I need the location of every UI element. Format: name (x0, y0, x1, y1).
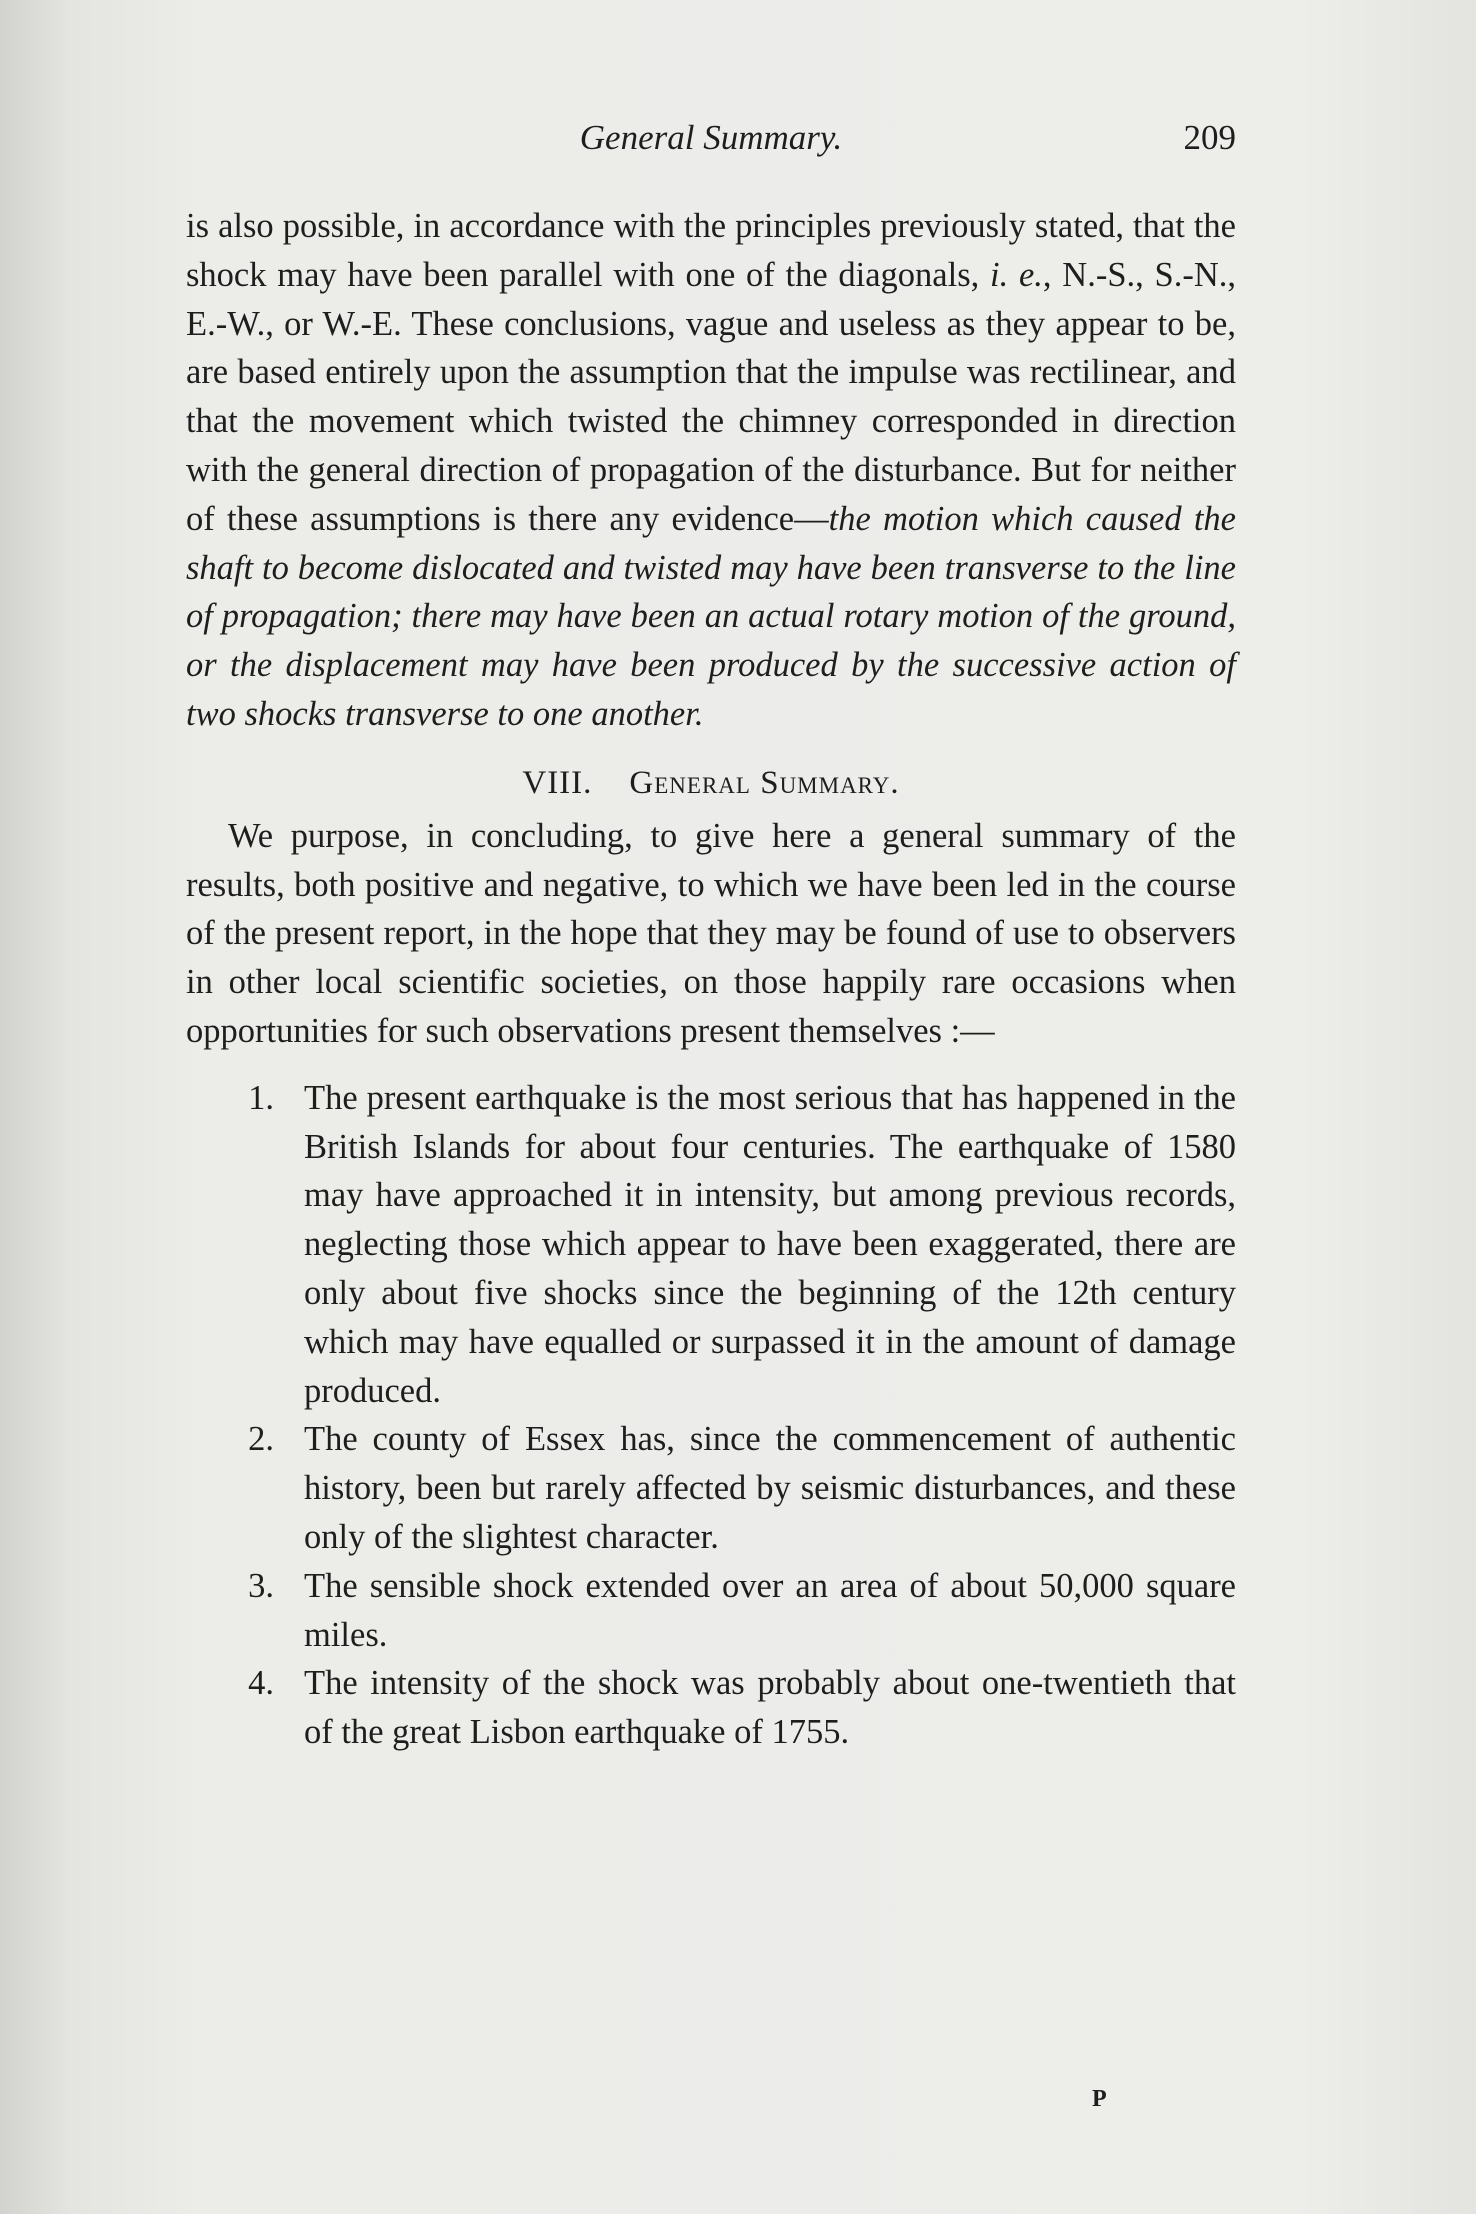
list-item-number: 3. (248, 1566, 274, 1605)
running-title: General Summary. (579, 118, 843, 157)
intro-paragraph (186, 202, 1236, 739)
signature-mark: P (1092, 2086, 1107, 2112)
body-text (186, 202, 1236, 1757)
intro-italic-text: the motion which caused the shaft to become dislocated and twisted may have been transverse to the line of propagation; there may have been an actual rotary motion of the ground, or the displacement may have been produced by the successive action of two shocks transverse to one another. (186, 499, 1236, 733)
section-numeral: VIII. (522, 764, 593, 801)
list-item (186, 1562, 1236, 1660)
list-item-text: The sensible shock extended over an area of about 50,000 square miles. (304, 1566, 1236, 1654)
page-number: 209 (1183, 118, 1236, 157)
list-item-number: 4. (248, 1664, 274, 1703)
list-item-number: 2. (248, 1420, 274, 1459)
section-title: General Summary. (629, 764, 900, 801)
intro-text-2: , N.-S., S.-N., E.-W., or W.-E. These conclusions, vague and useless as they appear to be, are based entirely upon the assumption that the impulse was rectilinear, and that the movement which twisted the chimney corresponded in direction with the general direction of propagation of the disturbance. But for neither of these assumptions is there any evidence— (186, 255, 1236, 538)
list-item-text: The present earthquake is the most serious that has happened in the British Islands for about four centuries. The earthquake of 1580 may have approached it in intensity, but among previous records, neglecting those which appear to have been exaggerated, there are only about five shocks since the beginning of the 12th century which may have equalled or surpassed it in the amount of damage produced. (304, 1078, 1236, 1410)
list-item (186, 1074, 1236, 1416)
intro-text: is also possible, in accordance with the principles previously stated, that the shock may have been parallel with one of the diagonals, (186, 207, 1236, 294)
list-item-number: 1. (248, 1078, 274, 1117)
summary-paragraph: We purpose, in concluding, to give here a general summary of the results, both positive and negative, to which we have been led in the course of the present report, in the hope that they may be found of use to observers in other local scientific societies, on those happily rare occasions when opportunities for such observations present themselves :— (186, 816, 1236, 1050)
list-item-text: The county of Essex has, since the commencement of authentic history, been but rarely affected by seismic disturbances, and these only of the slightest character. (304, 1420, 1236, 1556)
list-item-text: The intensity of the shock was probably about one-twentieth that of the great Lisbon earthquake of 1755. (304, 1664, 1236, 1752)
list-item (186, 1659, 1236, 1757)
page-header (186, 118, 1236, 178)
section-heading (186, 765, 1236, 802)
intro-ie: i. e. (990, 255, 1043, 294)
summary-list (186, 1074, 1236, 1757)
list-item (186, 1415, 1236, 1561)
